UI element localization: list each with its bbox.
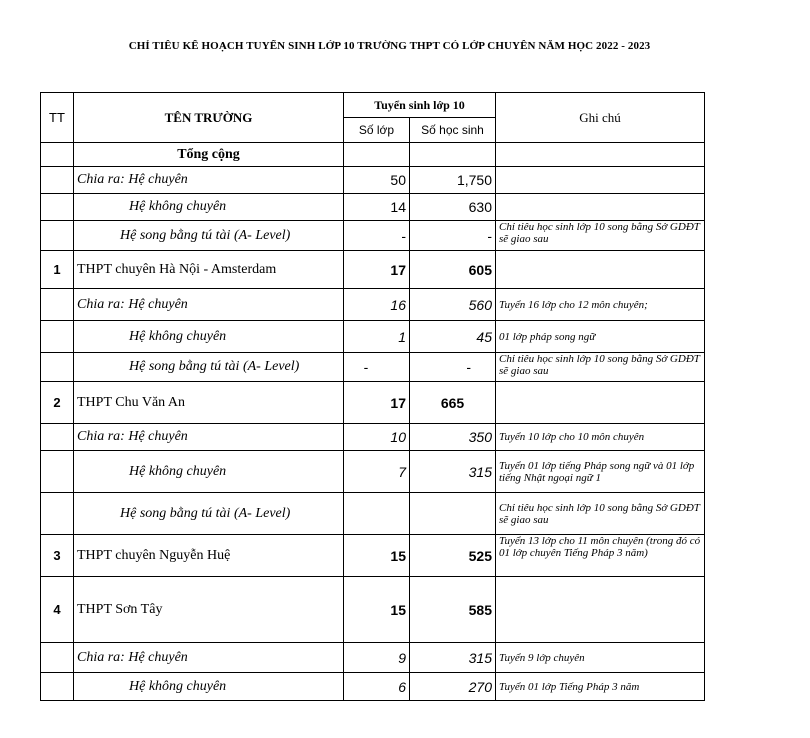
admission-table [40,92,705,701]
header-tt: TT [41,93,74,143]
table-row: Hệ song bằng tú tài (A- Level) Chỉ tiêu học sinh lớp 10 song bằng Sở GDĐT sẽ giao sau [41,493,705,535]
header-students: Số học sinh [410,118,496,143]
table-row: 3 THPT chuyên Nguyễn Huệ 15 525 Tuyển 13 lớp cho 11 môn chuyên (trong đó có 01 lớp chuyên Tiếng Pháp 3 năm) [41,535,705,577]
table-row: Chia ra: Hệ chuyên 50 1,750 [41,167,705,194]
table-row: Hệ không chuyên 6 270 Tuyển 01 lớp Tiếng Pháp 3 năm [41,673,705,701]
table-row: 4 THPT Sơn Tây 15 585 [41,577,705,643]
page-title: CHỈ TIÊU KẾ HOẠCH TUYỂN SINH LỚP 10 TRƯỜNG THPT CÓ LỚP CHUYÊN NĂM HỌC 2022 - 2023 [128,40,651,52]
table-row: Hệ song bằng tú tài (A- Level) - - Chỉ tiêu học sinh lớp 10 song bằng Sở GDĐT sẽ giao sau [41,353,705,382]
table-row: 1 THPT chuyên Hà Nội - Amsterdam 17 605 [41,251,705,289]
total-label: Tổng cộng [74,143,344,167]
header-note: Ghi chú [496,93,705,143]
table-row: Chia ra: Hệ chuyên 16 560 Tuyển 16 lớp cho 12 môn chuyên; [41,289,705,321]
table-row: Hệ không chuyên 1 45 01 lớp pháp song ngữ [41,321,705,353]
header-school: TÊN TRƯỜNG [74,93,344,143]
table-row: Hệ không chuyên 7 315 Tuyển 01 lớp tiếng Pháp song ngữ và 01 lớp tiếng Nhật ngoại ngữ 1 [41,451,705,493]
header-admission: Tuyển sinh lớp 10 [344,93,496,118]
table-row: 2 THPT Chu Văn An 17 665 [41,382,705,424]
header-classes: Số lớp [344,118,410,143]
table-row: Chia ra: Hệ chuyên 9 315 Tuyển 9 lớp chuyên [41,643,705,673]
table-row: Chia ra: Hệ chuyên 10 350 Tuyển 10 lớp cho 10 môn chuyên [41,424,705,451]
table-row: Hệ không chuyên 14 630 [41,194,705,221]
table-row: Hệ song bằng tú tài (A- Level) - - Chỉ tiêu học sinh lớp 10 song bằng Sở GDĐT sẽ giao sau [41,221,705,251]
table-row [41,143,705,167]
